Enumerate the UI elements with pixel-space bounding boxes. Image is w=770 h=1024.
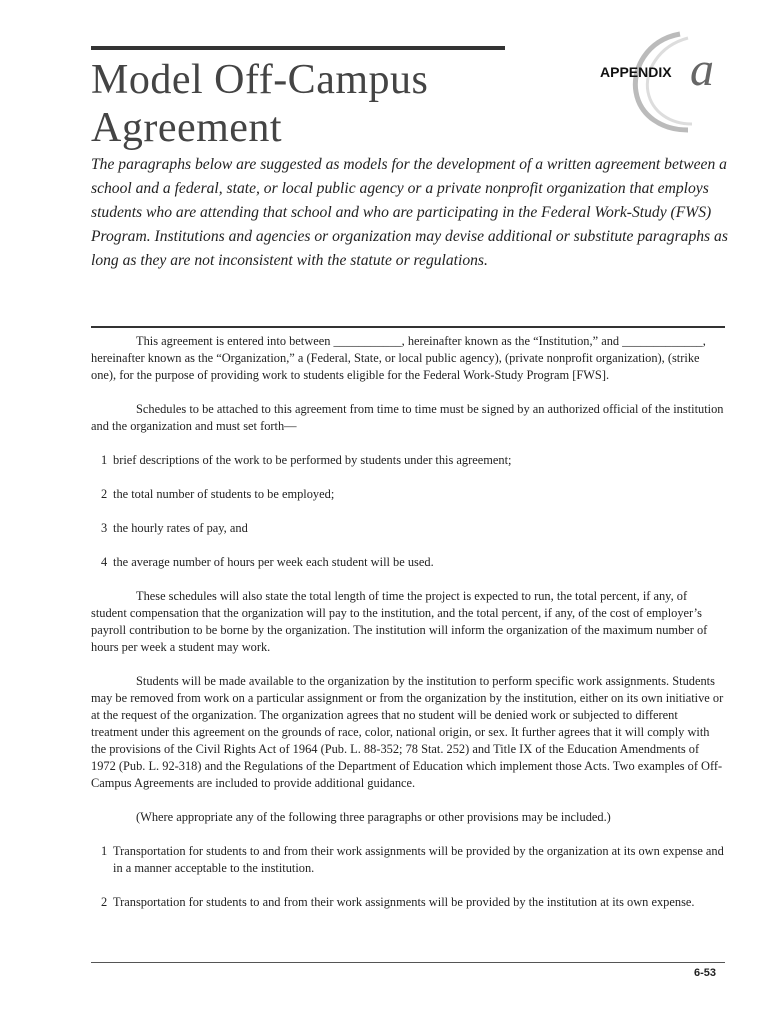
page-number: 6-53	[694, 967, 717, 979]
title-line-2: Agreement	[91, 105, 283, 151]
paragraph-optional-provisions: (Where appropriate any of the following three paragraphs or other provisions may be included.)	[136, 810, 611, 824]
content-rule	[91, 326, 725, 328]
list-item: 1 brief descriptions of the work to be performed by students under this agreement;	[101, 453, 512, 467]
appendix-label: APPENDIX	[600, 64, 672, 80]
list-item: 2 the total number of students to be employed;	[101, 487, 335, 501]
header-rule	[91, 46, 505, 50]
list-item: 4 the average number of hours per week each student will be used.	[101, 555, 434, 569]
list-item: 3 the hourly rates of pay, and	[101, 521, 248, 535]
page-title	[91, 56, 551, 152]
paragraph-students: Students will be made available to the organization by the institution to perform specific work assignments. Students may be removed from work on a particular assignment or from the organization by the institution, either on its own initiative or at the request of the organization. The organization agrees that no student will be denied work or subjected to different treatment under this agreement on the grounds of race, color, national origin, or sex. It further agrees that it will comply with the provisions of the Civil Rights Act of 1964 (Pub. L. 88-352; 78 Stat. 252) and Title IX of the Education Amendments of 1972 (Pub. L. 92-318) and the Regulations of the Department of Education which implement those Acts. Two examples of Off-Campus Agreements are included to provide additional guidance.	[91, 674, 724, 790]
list-item: 1 Transportation for students to and from their work assignments will be provided by the organization at its own expense and in a manner acceptable to the institution.	[101, 844, 724, 875]
paragraph-schedule-details: These schedules will also state the total length of time the project is expected to run, the total percent, if any, of student compensation that the organization will pay to the institution, and the total percent, if any, of the cost of employer’s payroll contribution to be borne by the organization. The institution will inform the organization of the maximum number of hours per week a student may work.	[91, 589, 708, 654]
intro-paragraph: The paragraphs below are suggested as models for the development of a written agreement between a school and a federal, state, or local public agency or a private nonprofit organization that employs students who are attending that school and who are participating in the Federal Work-Study (FWS) Program. Institutions and agencies or organization may devise additional or substitute paragraphs as long as they are not inconsistent with the statute or regulations.	[91, 156, 728, 269]
appendix-letter: a	[690, 43, 714, 96]
paragraph-schedules: Schedules to be attached to this agreement from time to time must be signed by an authorized official of the institution and the organization and must set forth—	[91, 402, 724, 433]
agreement-body	[91, 333, 725, 911]
title-line-1: Model Off-Campus	[91, 57, 429, 103]
footer-rule	[91, 962, 725, 963]
list-item: 2 Transportation for students to and from their work assignments will be provided by the institution at its own expense.	[101, 895, 695, 909]
paragraph-parties: This agreement is entered into between ___________, hereinafter known as the “Institution,” and _____________, hereinafter known as the “Organization,” a (Federal, State, or local public agency), (private nonprofit organization), (strike one), for the purpose of providing work to students eligible for the Federal Work-Study Program [FWS].	[91, 334, 706, 382]
